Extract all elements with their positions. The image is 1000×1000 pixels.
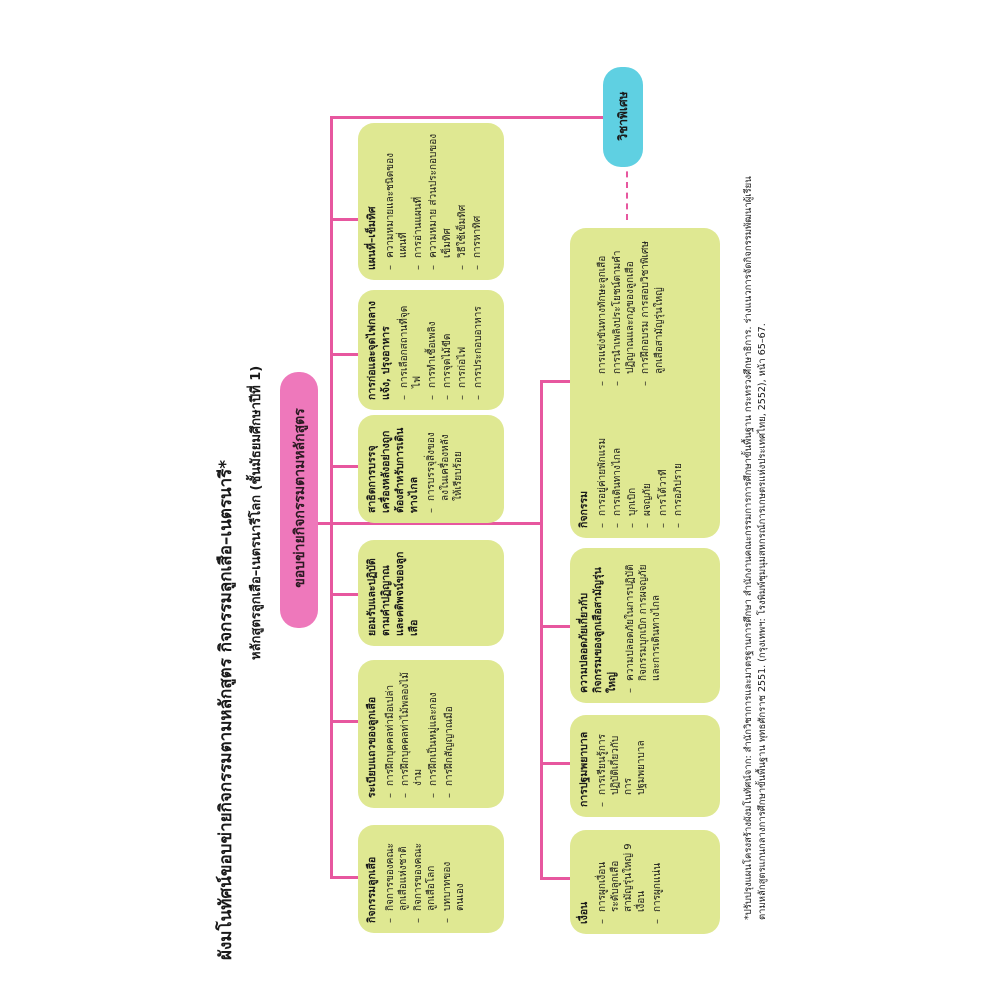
box-heading: กิจกรรมลูกเสือ: [366, 856, 378, 923]
connector-stub-activities: [540, 380, 570, 383]
list-item: – บุกเบิก: [626, 396, 639, 516]
list-item: – กิจการของคณะลูกเสือโลก: [412, 835, 438, 911]
center-node: [280, 372, 318, 628]
footnote: [742, 90, 771, 920]
box-packing: [358, 415, 504, 523]
box-heading: การก่อและจุดไฟกลางแจ้ง, ปรุงอาหาร: [366, 301, 392, 400]
connector-right-spine: [540, 380, 543, 880]
connector-stub-rank: [540, 877, 570, 880]
list-item: – การเดินทางไกล: [611, 396, 624, 516]
connector-stub-packing: [330, 465, 358, 468]
connector-stub-safety: [540, 625, 570, 628]
list-item: – การทำเชื้อเพลิง: [426, 300, 439, 388]
list-item: – ผจญภัย: [641, 396, 654, 516]
list-item: – การบรรจุสิ่งของลงในเครื่องหลังให้เรียบร้อย: [425, 425, 465, 501]
list-item: – การฝึกสัญญาณมือ: [443, 670, 456, 786]
box-activities: [570, 228, 720, 538]
list-item: – วิธีใช้เข็มทิศ: [456, 133, 469, 258]
connector-stub-oath: [330, 593, 358, 596]
list-item: – การหาทิศ: [471, 133, 484, 258]
box-firstaid: [570, 715, 720, 817]
center-node-label: ขอบข่ายกิจกรรมตามหลักสูตร: [292, 408, 308, 588]
connector-left-spine: [330, 118, 333, 878]
box-heading: สาธิตการบรรจุเครื่องหลังอย่างถูกต้องสำหรับการเดินทางไกล: [366, 427, 420, 513]
list-item: – การประกอบอาหาร: [472, 300, 485, 388]
box-heading: ความปลอดภัยเกี่ยวกับกิจกรรมของลูกเสือสามัญรุ่นใหญ่: [578, 567, 618, 693]
diagram-subtitle: หลักสูตรลูกเสือ–เนตรนารีโลก (ชั้นมัธยมศึกษาปีที่ 1): [249, 365, 264, 660]
list-item: – การเลือกสถานที่จุดไฟ: [398, 300, 424, 388]
connector-stub-camp: [330, 353, 358, 356]
list-item: – ความหมาย ส่วนประกอบของเข็มทิศ: [427, 133, 453, 258]
box-safety: [570, 548, 720, 703]
list-item: – การฝึกเป็นหมู่และกอง: [427, 670, 440, 786]
box-heading: กิจกรรม: [578, 490, 590, 528]
connector-top-branch: [330, 116, 610, 119]
list-item: – กิจการของคณะลูกเสือแห่งชาติ: [384, 835, 410, 911]
footnote-line: *ปรับปรุงแผนโครงสร้างผังมโนทัศน์จาก: สำนักวิชาการและมาตรฐานการศึกษา สำนักงานคณะกรรมการการศึกษาขั้นพื้นฐาน กระทรวงศึกษาธิการ. ร่างแนวการจัดกิจกรรมพัฒนาผู้เรียน: [743, 176, 754, 920]
box-map: [358, 123, 504, 280]
box-rank: [570, 830, 720, 934]
special-node-label: วิชาพิเศษ: [616, 91, 630, 141]
box-camp: [358, 290, 504, 410]
list-item: – การเรียนรู้การปฏิบัติเกี่ยวกับการปฐมพยาบาล: [596, 725, 649, 795]
list-item: – การก่อไฟ: [456, 300, 469, 388]
connector-stub-scouting: [330, 876, 358, 879]
list-item: – การนำเพลิงประโยชน์ตามคำปฏิญาณและกฎของลูกเสือ: [611, 238, 637, 374]
connector-stub-discipline: [330, 720, 358, 723]
list-item: – การอภิปราย: [672, 396, 685, 516]
box-oath: [358, 540, 504, 646]
diagram-title: ผังมโนทัศน์ขอบข่ายกิจกรรมตามหลักสูตร กิจกรรมลูกเสือ–เนตรนารี*: [216, 459, 236, 960]
list-item: – การอ่านแผนที่: [412, 133, 425, 258]
list-item: – การผูกเงื่อนระดับลูกเสือสามัญรุ่นใหญ่ 9 เงื่อน: [596, 840, 649, 912]
list-item: – การอยู่ค่ายพักแรม: [596, 396, 609, 516]
list-item: – การฝึกบุคคลท่ามือเปล่า: [384, 670, 397, 786]
box-heading: แผนที่–เข็มทิศ: [366, 206, 378, 270]
list-item: – ความปลอดภัยในการปฏิบัติกิจกรรมบุกเบิก การผจญภัย และการเดินทางไกล: [624, 558, 664, 681]
box-heading: ระเบียบแถวของลูกเสือ: [366, 696, 378, 798]
list-item: – การแข่งขันทางทักษะลูกเสือ: [596, 238, 609, 374]
list-item: – การจุดไม้ขีด: [441, 300, 454, 388]
box-scouting: [358, 825, 504, 933]
list-item: – ความหมายและชนิดของแผนที่: [384, 133, 410, 258]
list-item: – การฝึกอบรม การสอบวิชาพิเศษลูกเสือสามัญรุ่นใหญ่: [639, 238, 665, 374]
list-item: – การผูกแน่น: [651, 840, 664, 912]
box-heading: ยอมรับและปฏิบัติตามคำปฏิญาณ และคติพจน์ของลูกเสือ: [366, 551, 420, 636]
connector-stub-firstaid: [540, 762, 570, 765]
list-item: – การฝึกบุคคลท่าไม้พลองไม้ง่าม: [399, 670, 425, 786]
connector-stub-map: [330, 218, 358, 221]
list-item: – การโต้วาที: [657, 396, 670, 516]
box-heading: เงื่อน: [578, 901, 590, 924]
footnote-line: ตามหลักสูตรแกนกลางการศึกษาขั้นพื้นฐาน พุทธศักราช 2551. (กรุงเทพฯ: โรงพิมพ์ชุมนุมสหกรณ์การเกษตรแห่งประเทศไทย, 2552), หน้า 65–67.: [757, 323, 769, 920]
list-item: – บทบาทของตนเอง: [441, 835, 467, 911]
special-node: [603, 67, 643, 167]
box-discipline: [358, 660, 504, 808]
box-heading: การปฐมพยาบาล: [578, 731, 590, 807]
